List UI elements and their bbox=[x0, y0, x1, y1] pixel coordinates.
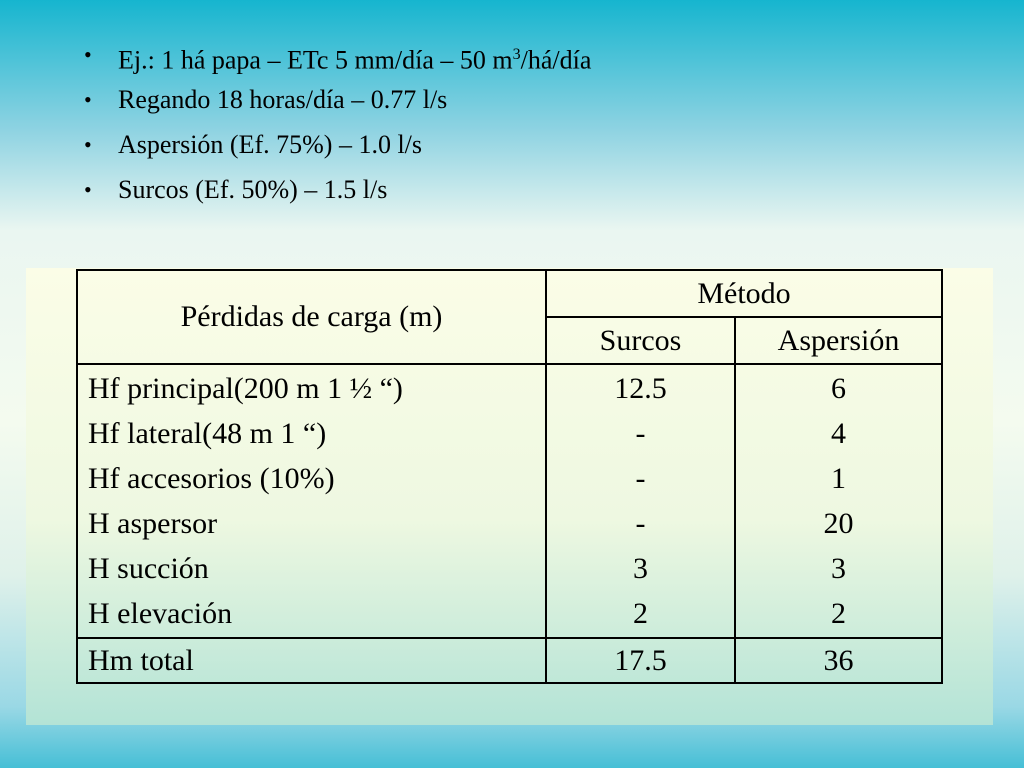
bullet-dot: • bbox=[84, 42, 92, 67]
col-header-aspersion: Aspersión bbox=[735, 317, 942, 364]
row-label: Hf lateral(48 m 1 “) bbox=[88, 417, 327, 450]
row-header-cell: Pérdidas de carga (m) bbox=[77, 270, 546, 364]
bullet-dot: • bbox=[84, 132, 92, 157]
surcos-value: 2 bbox=[633, 597, 648, 630]
bullet-dot: • bbox=[84, 177, 92, 202]
bullet-item bbox=[80, 175, 591, 205]
bullet-item bbox=[80, 130, 591, 160]
aspersion-value: 20 bbox=[823, 507, 854, 540]
row-label: H aspersor bbox=[88, 507, 218, 540]
bullet-item bbox=[80, 85, 591, 115]
surcos-value: - bbox=[635, 417, 646, 450]
total-row bbox=[77, 638, 942, 683]
bullet-dot: • bbox=[84, 87, 92, 112]
aspersion-value: 4 bbox=[831, 417, 846, 450]
aspersion-value: 3 bbox=[831, 552, 846, 585]
labels-column bbox=[77, 364, 546, 638]
col-header-surcos: Surcos bbox=[546, 317, 735, 364]
table-body-row bbox=[77, 364, 942, 638]
row-label: H succión bbox=[88, 552, 209, 585]
total-surcos: 17.5 bbox=[546, 638, 735, 683]
bullet-text: Surcos (Ef. 50%) – 1.5 l/s bbox=[118, 175, 388, 204]
total-aspersion: 36 bbox=[735, 638, 942, 683]
row-label: H elevación bbox=[88, 597, 233, 630]
bullet-text: Regando 18 horas/día – 0.77 l/s bbox=[118, 85, 448, 114]
table-header-row bbox=[77, 270, 942, 317]
bullet-text: Aspersión (Ef. 75%) – 1.0 l/s bbox=[118, 130, 423, 159]
aspersion-value: 1 bbox=[831, 462, 846, 495]
row-label: Hf principal(200 m 1 ½ “) bbox=[88, 372, 403, 405]
bullet-item bbox=[80, 40, 592, 75]
bullet-list bbox=[80, 40, 591, 220]
surcos-value: - bbox=[635, 462, 646, 495]
surcos-value: 3 bbox=[633, 552, 648, 585]
aspersion-value: 2 bbox=[831, 597, 846, 630]
aspersion-value: 6 bbox=[831, 372, 846, 405]
bullet-suffix: /há/día bbox=[520, 45, 592, 75]
total-label: Hm total bbox=[77, 638, 546, 683]
surcos-value: 12.5 bbox=[614, 372, 667, 405]
surcos-column bbox=[546, 364, 735, 638]
method-group-header: Método bbox=[546, 270, 942, 317]
surcos-value: - bbox=[635, 507, 646, 540]
aspersion-column bbox=[735, 364, 942, 638]
bullet-text: Ej.: 1 há papa – ETc 5 mm/día – 50 m bbox=[118, 45, 513, 75]
row-label: Hf accesorios (10%) bbox=[88, 462, 335, 495]
bullet-superscript: 3 bbox=[512, 46, 521, 63]
head-loss-table bbox=[76, 269, 943, 684]
